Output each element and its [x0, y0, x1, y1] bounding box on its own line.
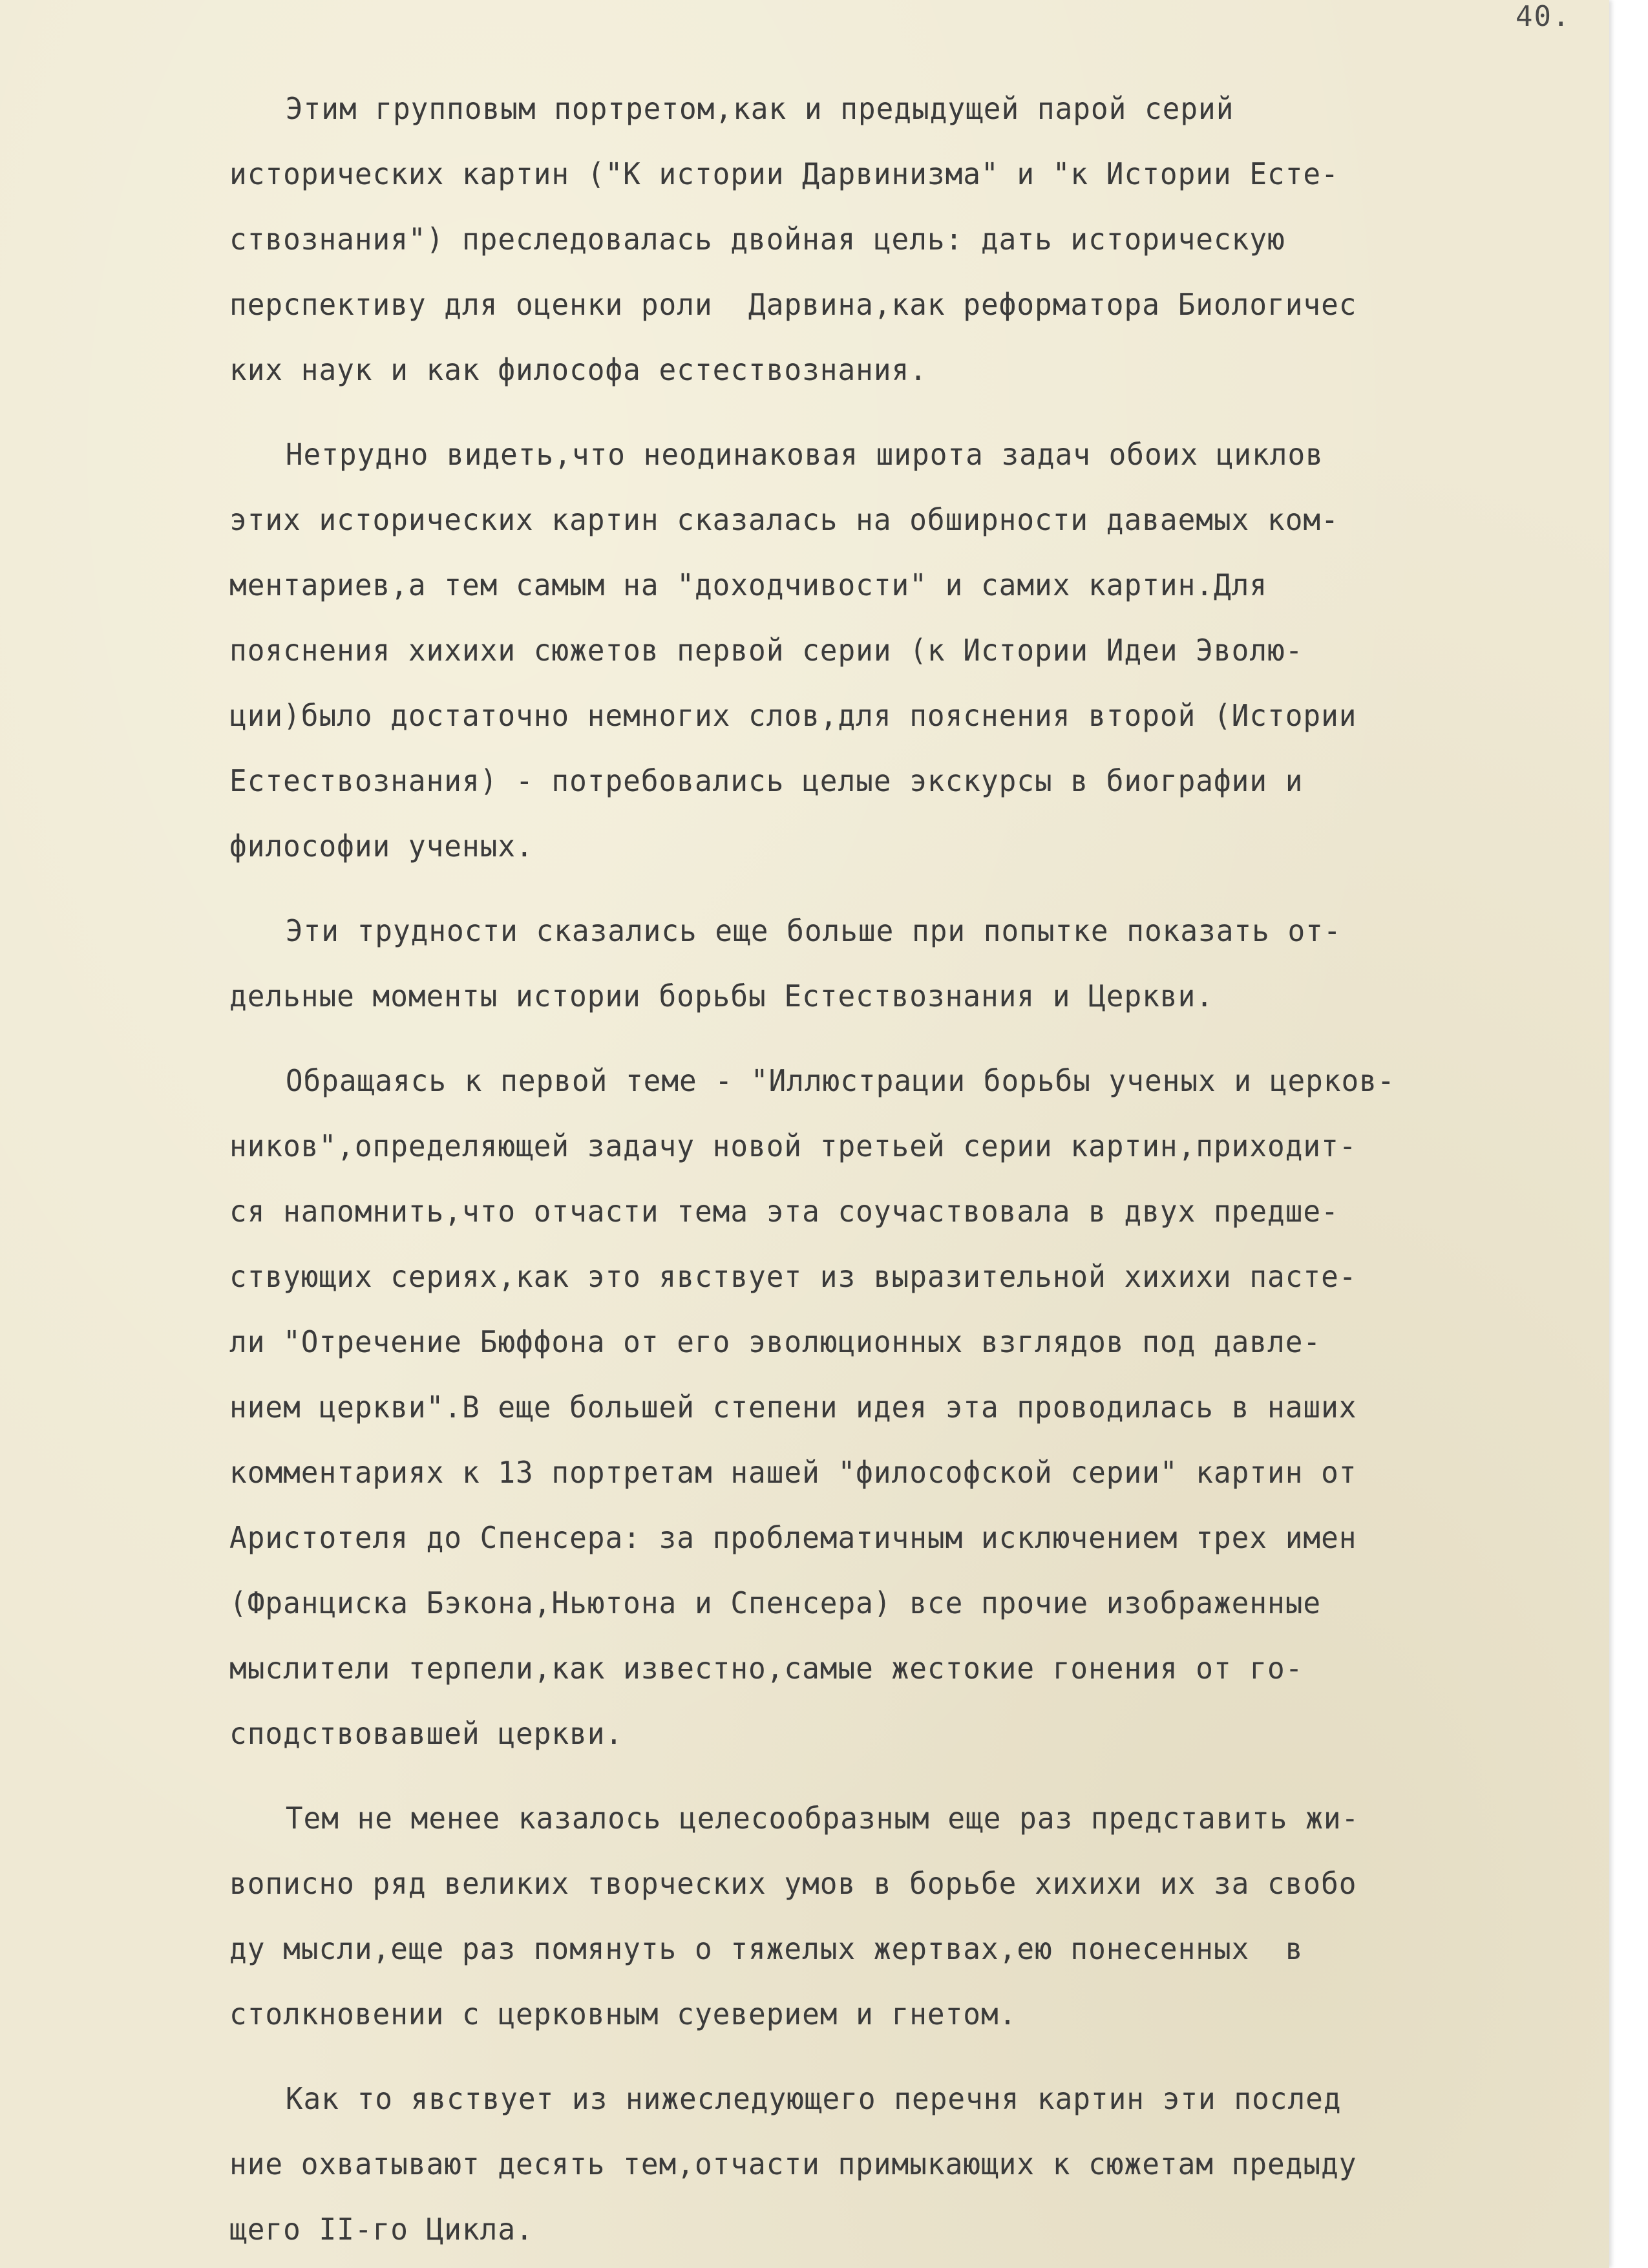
document-body: [229, 76, 1609, 2262]
text-line: этих исторических картин сказалась на обширности даваемых ком-: [229, 502, 1339, 537]
text-line: ментариев,а тем самым на "доходчивости" и самих картин.Для: [229, 567, 1268, 602]
page-number: 40.: [1516, 0, 1571, 33]
text-line: Естествознания) - потребовались целые экскурсы в биографии и: [229, 763, 1304, 798]
text-line: ли "Отречение Бюффона от его эволюционных взглядов под давле-: [229, 1324, 1322, 1359]
text-line: пояснения хихихи сюжетов первой серии (к Истории Идеи Эволю-: [229, 633, 1304, 668]
paragraph: [229, 76, 1609, 403]
text-line: Обращаясь к первой теме - "Иллюстрации борьбы ученых и церков-: [285, 1063, 1395, 1098]
text-line: ких наук и как философа естествознания.: [229, 352, 927, 387]
text-line: сподствовавшей церкви.: [229, 1716, 624, 1751]
text-line: комментариях к 13 портретам нашей "философской серии" картин от: [229, 1455, 1357, 1490]
text-line: перспективу для оценки роли Дарвина,как реформатора Биологичес: [229, 287, 1357, 322]
text-line: ствующих сериях,как это явствует из выразительной хихихи пасте-: [229, 1259, 1357, 1294]
text-line: Аристотеля до Спенсера: за проблематичным исключением трех имен: [229, 1520, 1357, 1555]
paragraph: [229, 422, 1609, 879]
text-line: ствознания") преследовалась двойная цель: дать историческую: [229, 222, 1285, 257]
text-line: ду мысли,еще раз помянуть о тяжелых жертвах,ею понесенных в: [229, 1931, 1304, 1966]
paragraph: [229, 898, 1609, 1029]
paragraph: [229, 1786, 1609, 2047]
text-line: вописно ряд великих творческих умов в борьбе хихихи их за свобо: [229, 1866, 1357, 1901]
text-line: дельные моменты истории борьбы Естествознания и Церкви.: [229, 979, 1214, 1013]
paragraph: [229, 2066, 1609, 2262]
text-line: философии ученых.: [229, 829, 534, 864]
text-line: Эти трудности сказались еще больше при попытке показать от-: [285, 913, 1342, 948]
text-line: (Франциска Бэкона,Ньютона и Спенсера) все прочие изображенные: [229, 1585, 1322, 1620]
text-line: щего II-го Цикла.: [229, 2212, 534, 2247]
text-line: Этим групповым портретом,как и предыдущей парой серий: [285, 91, 1234, 126]
text-line: мыслители терпели,как известно,самые жестокие гонения от го-: [229, 1651, 1304, 1686]
text-line: столкновении с церковным суеверием и гнетом.: [229, 1997, 1017, 2031]
text-line: исторических картин ("К истории Дарвинизма" и "к Истории Есте-: [229, 156, 1339, 191]
text-line: ся напомнить,что отчасти тема эта соучаствовала в двух предше-: [229, 1194, 1339, 1229]
text-line: ников",определяющей задачу новой третьей серии картин,приходит-: [229, 1129, 1357, 1163]
text-line: Тем не менее казалось целесообразным еще раз представить жи-: [285, 1801, 1360, 1836]
text-line: Нетрудно видеть,что неодинаковая широта задач обоих циклов: [285, 437, 1324, 472]
text-line: Как то явствует из нижеследующего перечня картин эти послед: [285, 2081, 1342, 2116]
text-line: ции)было достаточно немногих слов,для пояснения второй (Истории: [229, 698, 1357, 733]
paragraph: [229, 1048, 1609, 1766]
text-line: нием церкви".В еще большей степени идея эта проводилась в наших: [229, 1390, 1357, 1425]
text-line: ние охватывают десять тем,отчасти примыкающих к сюжетам предыду: [229, 2146, 1357, 2181]
